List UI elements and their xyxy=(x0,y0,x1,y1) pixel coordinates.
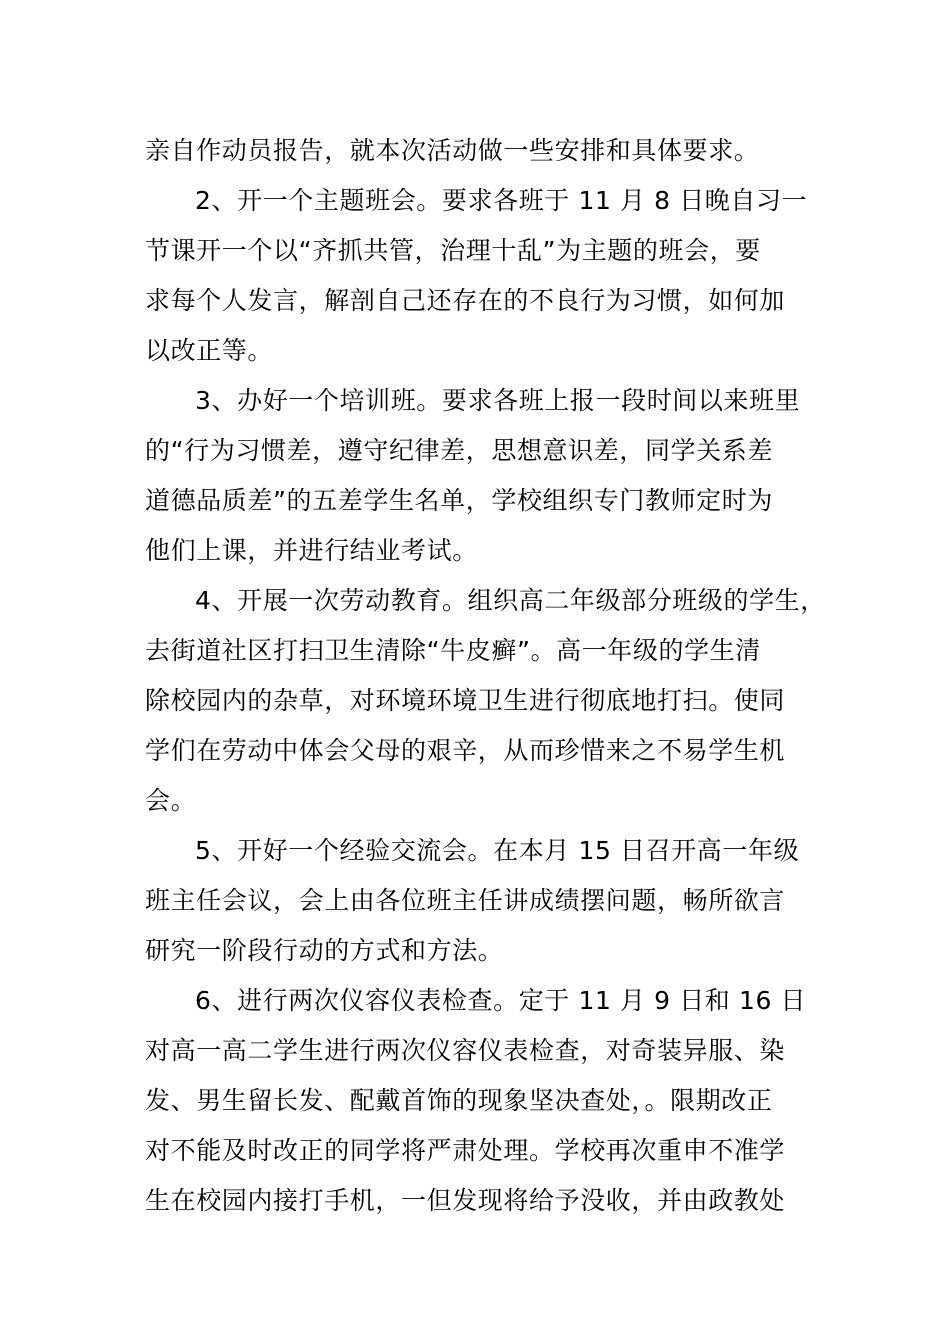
text-line: 除校园内的杂草，对环境环境卫生进行彻底地打扫。使同 xyxy=(145,686,786,715)
text-line: 生在校园内接打手机，一但发现将给予没收，并由政教处 xyxy=(145,1186,786,1215)
text-line: 节课开一个以“齐抓共管，治理十乱”为主题的班会，要 xyxy=(145,236,761,265)
text-line: 的“行为习惯差，遵守纪律差，思想意识差，同学关系差 xyxy=(145,436,773,465)
text-line: 班主任会议，会上由各位班主任讲成绩摆问题，畅所欲言 xyxy=(145,886,786,915)
text-line: 发、男生留长发、配戴首饰的现象坚决查处，。限期改正 xyxy=(145,1086,773,1115)
text-line: 4、开展一次劳动教育。组织高二年级部分班级的学生， xyxy=(195,586,826,615)
text-line: 5、开好一个经验交流会。在本月 15 日召开高一年级 xyxy=(195,836,800,865)
text-line: 2、开一个主题班会。要求各班于 11 月 8 日晚自习一 xyxy=(195,186,808,215)
text-line: 求每个人发言，解剖自己还存在的不良行为习惯，如何加 xyxy=(145,286,786,315)
text-line: 对高一高二学生进行两次仪容仪表检查，对奇装异服、染 xyxy=(145,1036,786,1065)
text-line: 对不能及时改正的同学将严肃处理。学校再次重申不准学 xyxy=(145,1136,786,1165)
text-line: 道德品质差”的五差学生名单，学校组织专门教师定时为 xyxy=(145,486,773,515)
text-line: 亲自作动员报告，就本次活动做一些安排和具体要求。 xyxy=(145,136,760,165)
text-line: 以改正等。 xyxy=(145,336,274,365)
text-line: 会。 xyxy=(145,786,197,815)
text-line: 研究一阶段行动的方式和方法。 xyxy=(145,936,504,965)
text-line: 3、办好一个培训班。要求各班上报一段时间以来班里 xyxy=(195,386,801,415)
text-line: 去街道社区打扫卫生清除“牛皮癣”。高一年级的学生清 xyxy=(145,636,761,665)
text-line: 学们在劳动中体会父母的艰辛，从而珍惜来之不易学生机 xyxy=(145,736,786,765)
text-line: 6、进行两次仪容仪表检查。定于 11 月 9 日和 16 日 xyxy=(195,986,807,1015)
text-line: 他们上课，并进行结业考试。 xyxy=(145,536,478,565)
